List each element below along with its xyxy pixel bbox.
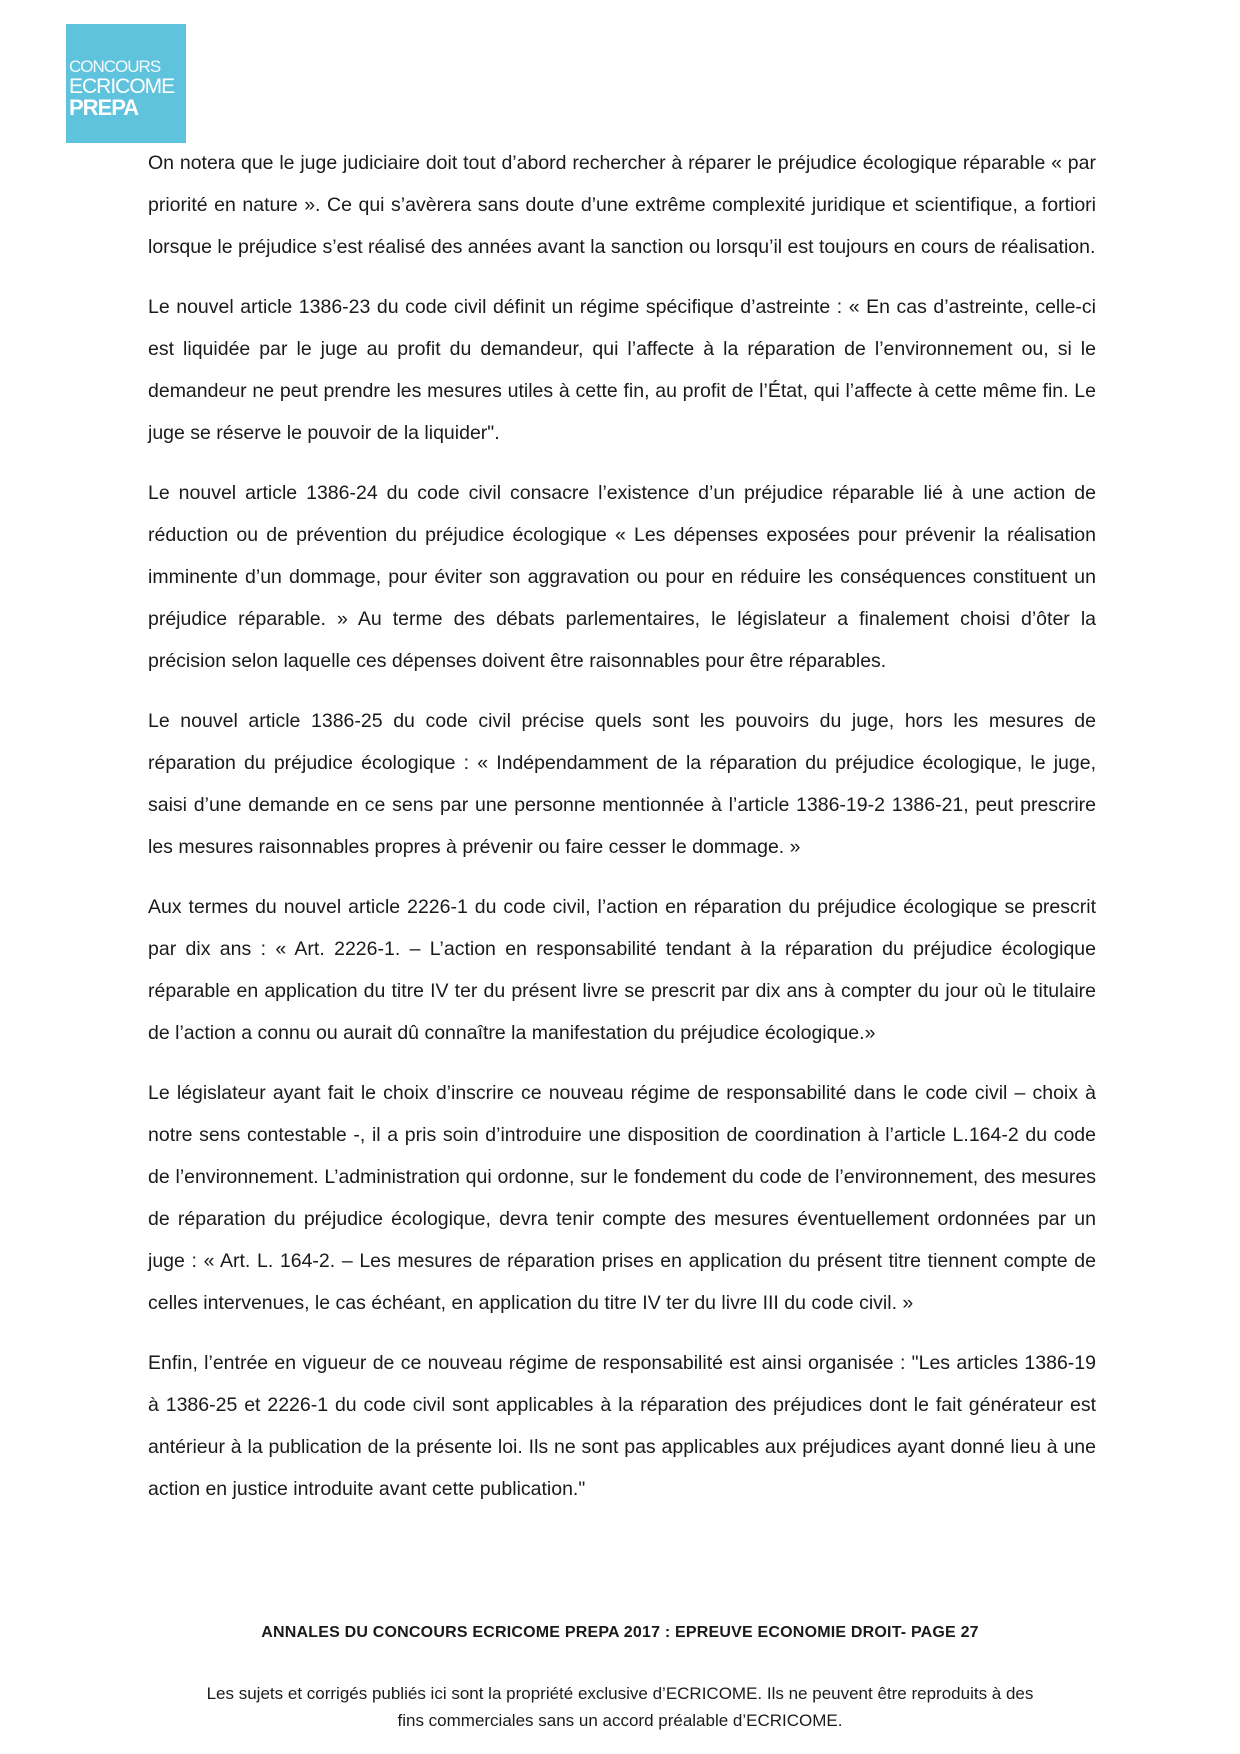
page-footer-title: ANNALES DU CONCOURS ECRICOME PREPA 2017 : EPREUVE ECONOMIE DROIT- PAGE 27 xyxy=(261,1624,979,1641)
logo-line-prepa: PREPA xyxy=(69,95,139,120)
paragraph-reparation-en-nature: On notera que le juge judiciaire doit tout d’abord rechercher à réparer le préjudice écologique réparable « par priorité en nature ». Ce qui s’avèrera sans doute d’une extrême complexité juridique et scientifique, a fortiori lorsque le préjudice s’est réalisé des années avant la sanction ou lorsqu’il est toujours en cours de réalisation. xyxy=(148,152,1096,258)
logo-line-concours: CONCOURS xyxy=(69,57,161,76)
copyright-notice-line-1: Les sujets et corrigés publiés ici sont la propriété exclusive d’ECRICOME. Ils ne peuvent être reproduits à des xyxy=(206,1684,1034,1703)
paragraph-article-1386-24: Le nouvel article 1386-24 du code civil consacre l’existence d’un préjudice réparable lié à une action de réduction ou de prévention du préjudice écologique « Les dépenses exposées pour prévenir la réalisation imminente d’un dommage, pour éviter son aggravation ou pour en réduire les conséquences constituent un préjudice réparable. » Au terme des débats parlementaires, le législateur a finalement choisi d’ôter la précision selon laquelle ces dépenses doivent être raisonnables pour être réparables. xyxy=(148,482,1096,672)
paragraph-article-2226-1: Aux termes du nouvel article 2226-1 du code civil, l’action en réparation du préjudice écologique se prescrit par dix ans : « Art. 2226-1. – L’action en responsabilité tendant à la réparation du préjudice écologique réparable en application du titre IV ter du présent livre se prescrit par dix ans à compter du jour où le titulaire de l’action a connu ou aurait dû connaître la manifestation du préjudice écologique.» xyxy=(148,896,1096,1044)
paragraph-article-1386-23: Le nouvel article 1386-23 du code civil définit un régime spécifique d’astreinte : « En cas d’astreinte, celle-ci est liquidée par le juge au profit du demandeur, qui l’affecte à la réparation de l’environnement ou, si le demandeur ne peut prendre les mesures utiles à cette fin, au profit de l’État, qui l’affecte à cette même fin. Le juge se réserve le pouvoir de la liquider". xyxy=(148,296,1096,444)
copyright-notice xyxy=(140,1680,1100,1734)
logo-line-ecricome: ECRICOME xyxy=(69,75,175,98)
paragraph-article-1386-25: Le nouvel article 1386-25 du code civil précise quels sont les pouvoirs du juge, hors les mesures de réparation du préjudice écologique : « Indépendamment de la réparation du préjudice écologique, le juge, saisi d’une demande en ce sens par une personne mentionnée à l’article 1386-19-2 1386-21, peut prescrire les mesures raisonnables propres à prévenir ou faire cesser le dommage. » xyxy=(148,710,1096,858)
paragraph-entree-en-vigueur: Enfin, l’entrée en vigueur de ce nouveau régime de responsabilité est ainsi organisée : "Les articles 1386-19 à 1386-25 et 2226-1 du code civil sont applicables à la réparation des préjudices dont le fait générateur est antérieur à la publication de la présente loi. Ils ne sont pas applicables aux préjudices ayant donné lieu à une action en justice introduite avant cette publication." xyxy=(148,1352,1096,1500)
document-body xyxy=(148,142,1096,1528)
ecricome-logo xyxy=(66,24,186,143)
copyright-notice-line-2: fins commerciales sans un accord préalable d’ECRICOME. xyxy=(397,1711,843,1730)
paragraph-article-l164-2: Le législateur ayant fait le choix d’inscrire ce nouveau régime de responsabilité dans le code civil – choix à notre sens contestable -, il a pris soin d’introduire une disposition de coordination à l’article L.164-2 du code de l’environnement. L’administration qui ordonne, sur le fondement du code de l’environnement, des mesures de réparation du préjudice écologique, devra tenir compte des mesures éventuellement ordonnées par un juge : « Art. L. 164-2. – Les mesures de réparation prises en application du présent titre tiennent compte de celles intervenues, le cas échéant, en application du titre IV ter du livre III du code civil. » xyxy=(148,1082,1096,1314)
